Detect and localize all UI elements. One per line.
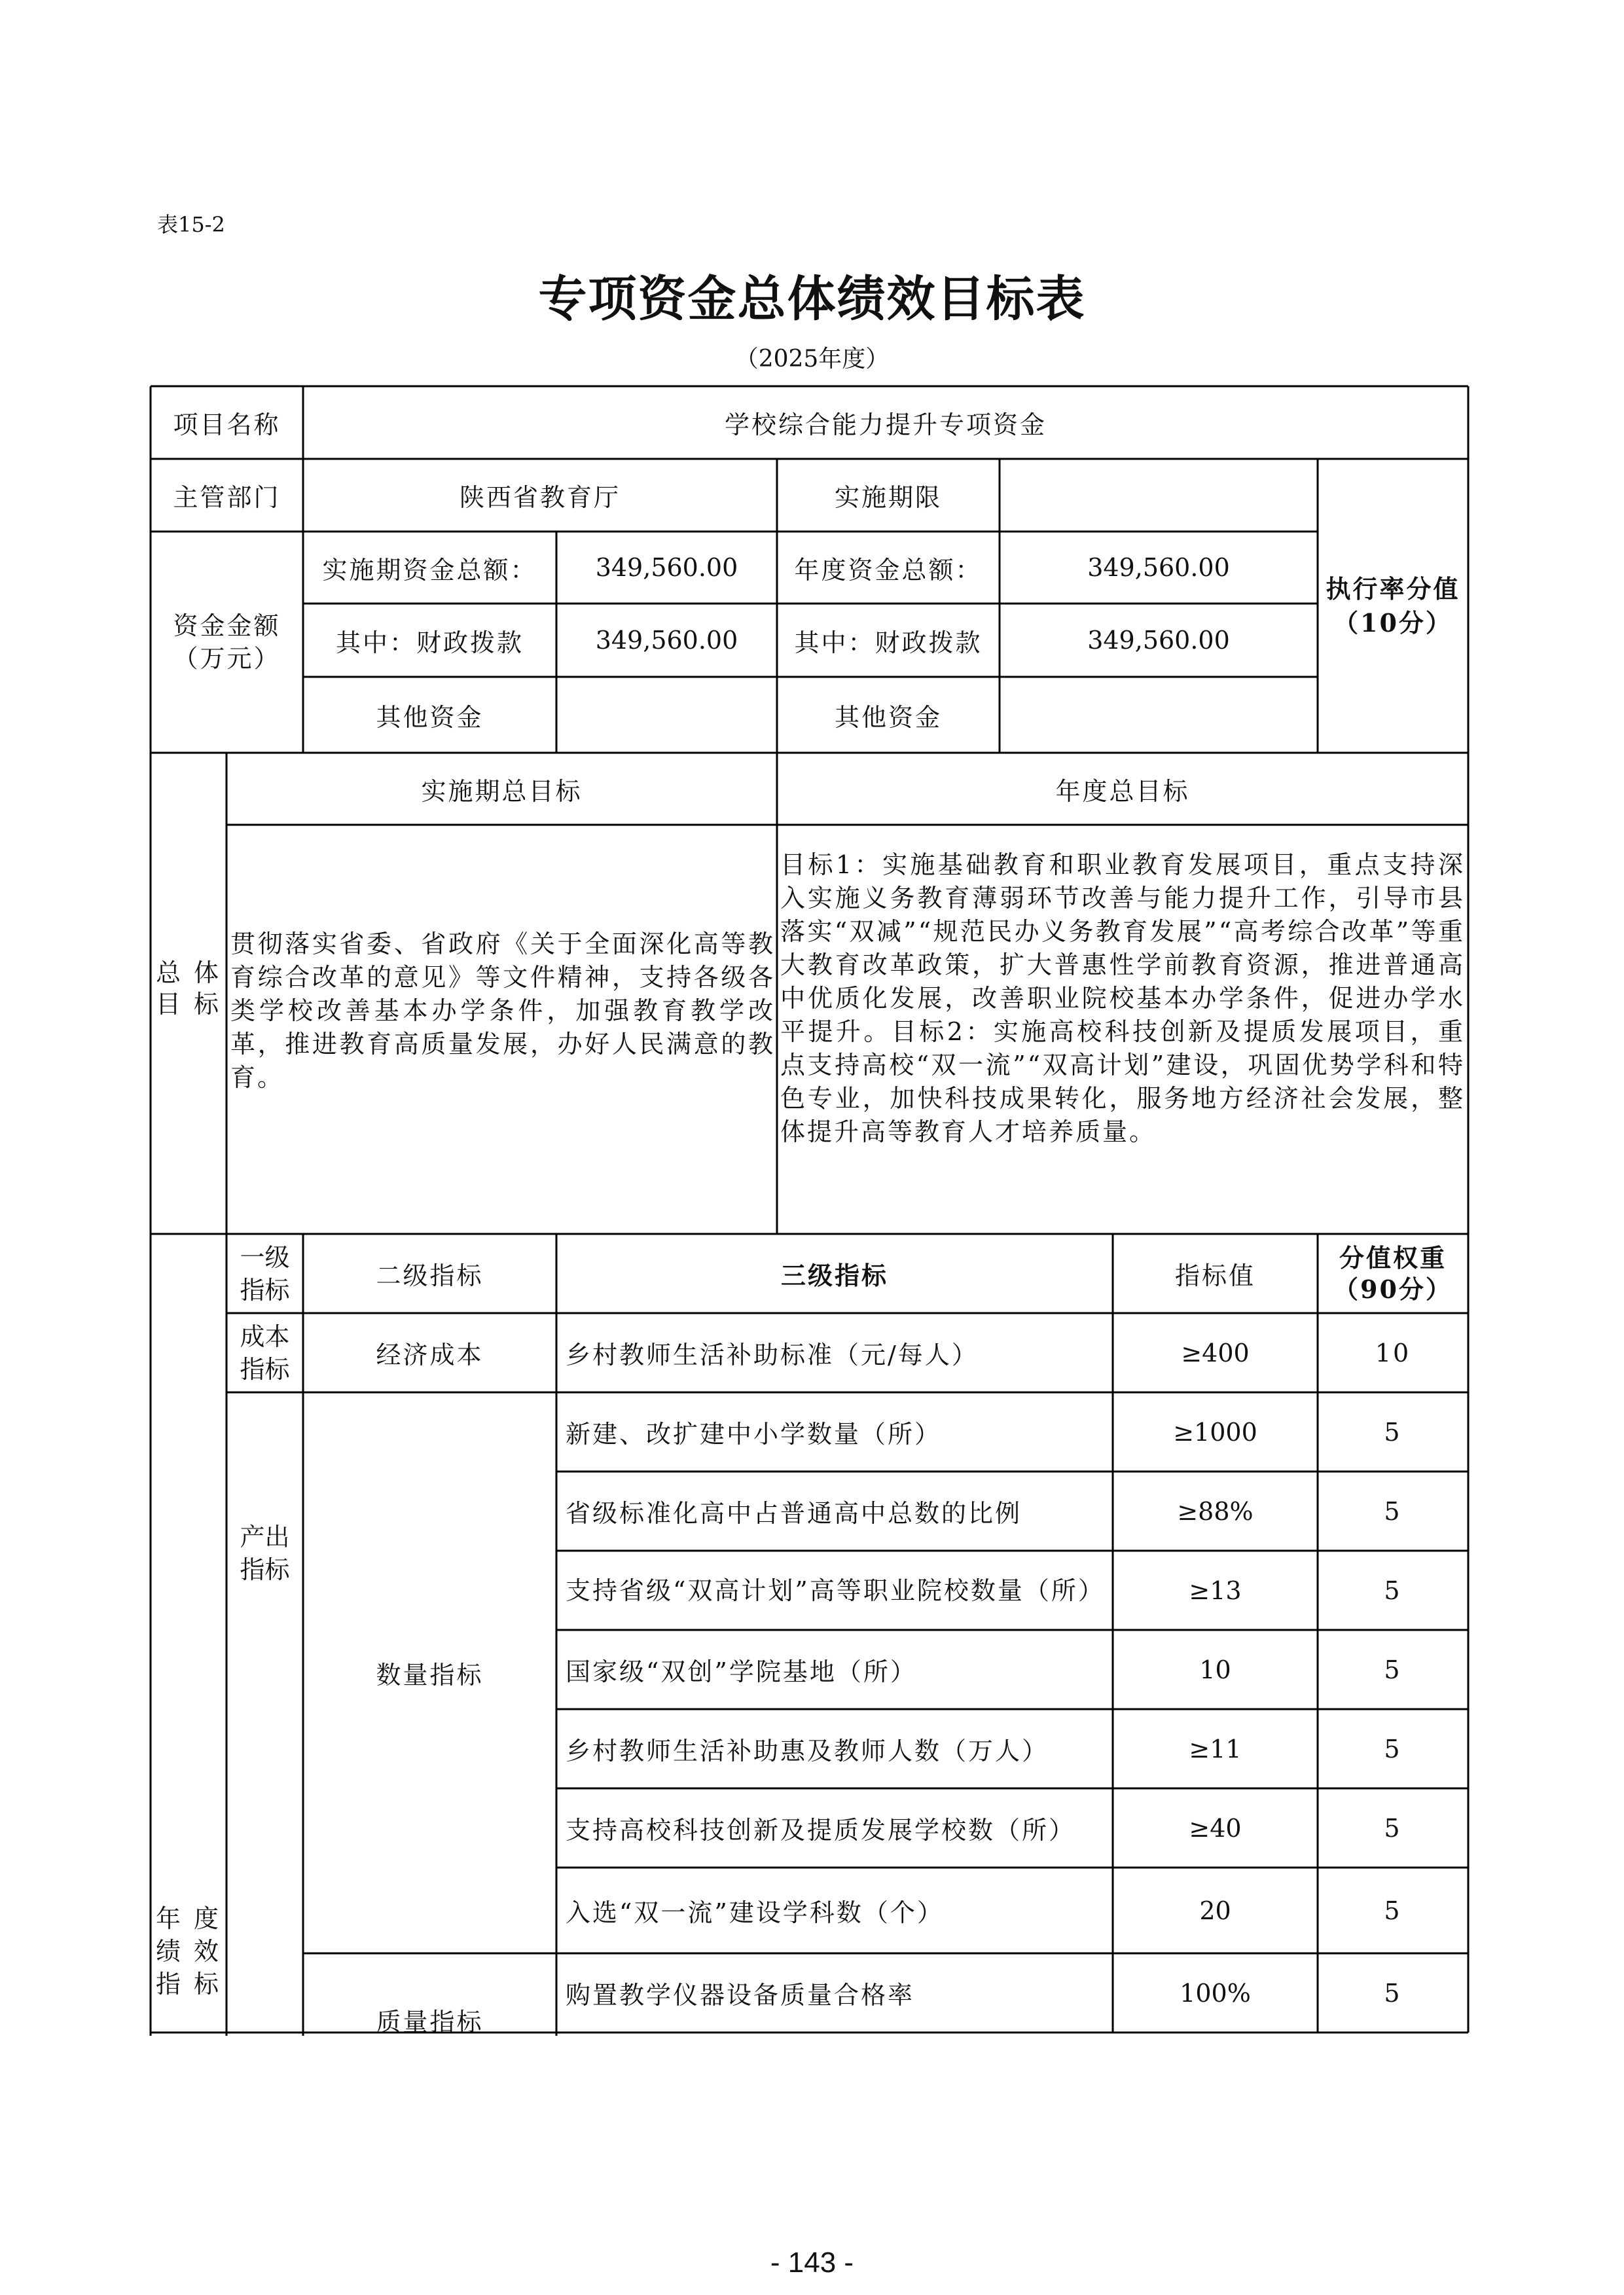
- period-total-label: 实施期资金总额：: [322, 555, 537, 585]
- indicator-side-char: 度: [194, 1904, 219, 1933]
- indicator-name: 入选“双一流”建设学科数（个）: [566, 1898, 944, 1927]
- indicator-value: ≥1000: [1173, 1417, 1257, 1447]
- indicator-side-char: 年: [156, 1904, 181, 1933]
- exec-rate-title: 执行率分值: [1326, 573, 1460, 604]
- indicator-value: ≥13: [1189, 1576, 1242, 1605]
- dept-label: 主管部门: [173, 483, 281, 512]
- indicator-value: ≥11: [1189, 1734, 1242, 1763]
- funds-label-line1: 资金金额: [173, 611, 281, 640]
- indicator-name: 新建、改扩建中小学数量（所）: [566, 1420, 942, 1449]
- indicator-side-char: 效: [194, 1937, 219, 1966]
- weight-header-line1: 分值权重: [1339, 1242, 1447, 1273]
- period-label: 实施期限: [834, 483, 942, 512]
- page-title: 专项资金总体绩效目标表: [538, 271, 1086, 327]
- indicator-side-char: 标: [194, 1970, 219, 1998]
- year-subtitle: （2025年度）: [734, 346, 890, 372]
- indicator-side-char: 绩: [156, 1937, 181, 1966]
- indicator-value: ≥40: [1189, 1813, 1242, 1843]
- funds-label: [151, 532, 303, 753]
- annual-fiscal-value: 349,560.00: [1087, 626, 1230, 655]
- level2-header: 二级指标: [376, 1261, 484, 1290]
- indicator-name: 支持高校科技创新及提质发展学校数（所）: [566, 1816, 1076, 1845]
- annual-total-label: 年度资金总额：: [794, 555, 983, 585]
- quality-level2: 质量指标: [376, 2008, 484, 2036]
- period-goal-header: 实施期总目标: [421, 776, 583, 806]
- annual-fiscal-label: 其中：财政拨款: [794, 628, 983, 657]
- indicator-weight: 5: [1384, 1896, 1402, 1925]
- project-name-value: 学校综合能力提升专项资金: [724, 410, 1047, 439]
- period-goal-text: 贯彻落实省委、省政府《关于全面深化高等教育综合改革的意见》等文件精神，支持各级各类学校改善基本办学条件，加强教育教学改革，推进教育高质量发展，办好人民满意的教育。: [230, 930, 775, 1092]
- period-fiscal-value: 349,560.00: [595, 626, 738, 655]
- cost-level2: 经济成本: [376, 1341, 484, 1369]
- level3-header: 三级指标: [780, 1261, 888, 1290]
- indicator-value: ≥88%: [1177, 1496, 1254, 1526]
- indicator-weight: 5: [1384, 1813, 1402, 1843]
- indicator-value: 20: [1199, 1896, 1231, 1925]
- exec-rate-points: （10分）: [1333, 607, 1453, 638]
- output-level1: 产出指标: [240, 1523, 290, 1584]
- indicator-weight: 5: [1384, 1576, 1402, 1605]
- project-name-label: 项目名称: [173, 410, 281, 439]
- indicator-weight: 5: [1384, 1978, 1402, 2008]
- overall-goal-side-char: 体: [194, 958, 219, 987]
- quantity-level2: 数量指标: [376, 1661, 484, 1690]
- overall-goal-side-char: 目: [156, 990, 181, 1019]
- indicator-value: 100%: [1180, 1978, 1251, 2008]
- period-fiscal-label: 其中：财政拨款: [335, 628, 524, 657]
- indicator-name: 支持省级“双高计划”高等职业院校数量（所）: [566, 1576, 1105, 1605]
- indicator-name: 购置教学仪器设备质量合格率: [566, 1981, 915, 2010]
- indicator-name: 省级标准化高中占普通高中总数的比例: [566, 1499, 1022, 1528]
- indicator-weight: 5: [1384, 1655, 1402, 1684]
- dept-value: 陕西省教育厅: [459, 483, 621, 512]
- indicator-weight: 5: [1384, 1734, 1402, 1763]
- period-value: [1000, 459, 1318, 532]
- period-other-label: 其他资金: [376, 702, 484, 732]
- weight-header-line2: （90分）: [1333, 1274, 1453, 1304]
- indicator-name: 国家级“双创”学院基地（所）: [566, 1657, 917, 1686]
- indicator-weight: 10: [1375, 1338, 1411, 1367]
- exec-rate-score: [1318, 459, 1468, 753]
- period-total-value: 349,560.00: [595, 553, 738, 582]
- annual-other-label: 其他资金: [834, 702, 942, 732]
- annual-goal-text: 目标1：实施基础教育和职业教育发展项目，重点支持深入实施义务教育薄弱环节改善与能力提升工作，引导市县落实“双减”“规范民办义务教育发展”“高考综合改革”等重大教育改革政策，扩大普惠性学前教育资源，推进普通高中优质化发展，改善职业院校基本办学条件，促进办学水平提升。目标2：实施高校科技创新及提质发展项目，重点支持高校“双一流”“双高计划”建设，巩固优势学科和特色专业，加快科技成果转化，服务地方经济社会发展，整体提升高等教育人才培养质量。: [780, 850, 1465, 1146]
- annual-total-value: 349,560.00: [1087, 553, 1230, 582]
- indicator-side-char: 指: [156, 1970, 181, 1998]
- indicator-name: 乡村教师生活补助惠及教师人数（万人）: [566, 1737, 1049, 1765]
- indicator-weight: 5: [1384, 1496, 1402, 1526]
- weight-header: [1318, 1234, 1468, 1313]
- overall-goal-side-char: 标: [194, 990, 219, 1019]
- indicator-value: ≥400: [1181, 1338, 1250, 1367]
- cost-level1: 成本指标: [240, 1322, 290, 1384]
- value-header: 指标值: [1174, 1261, 1255, 1290]
- annual-other-value: [1000, 677, 1318, 753]
- table-label: 表15-2: [157, 212, 225, 237]
- funds-label-line2: （万元）: [173, 644, 281, 673]
- level1-header: 一级指标: [240, 1242, 290, 1305]
- overall-goal-side-char: 总: [156, 958, 181, 987]
- annual-goal-header: 年度总目标: [1055, 776, 1190, 806]
- indicator-name: 乡村教师生活补助标准（元/每人）: [566, 1341, 979, 1369]
- indicator-value: 10: [1199, 1655, 1231, 1684]
- period-other-value: [556, 677, 777, 753]
- page-number: - 143 -: [770, 2247, 854, 2279]
- indicator-weight: 5: [1384, 1417, 1402, 1447]
